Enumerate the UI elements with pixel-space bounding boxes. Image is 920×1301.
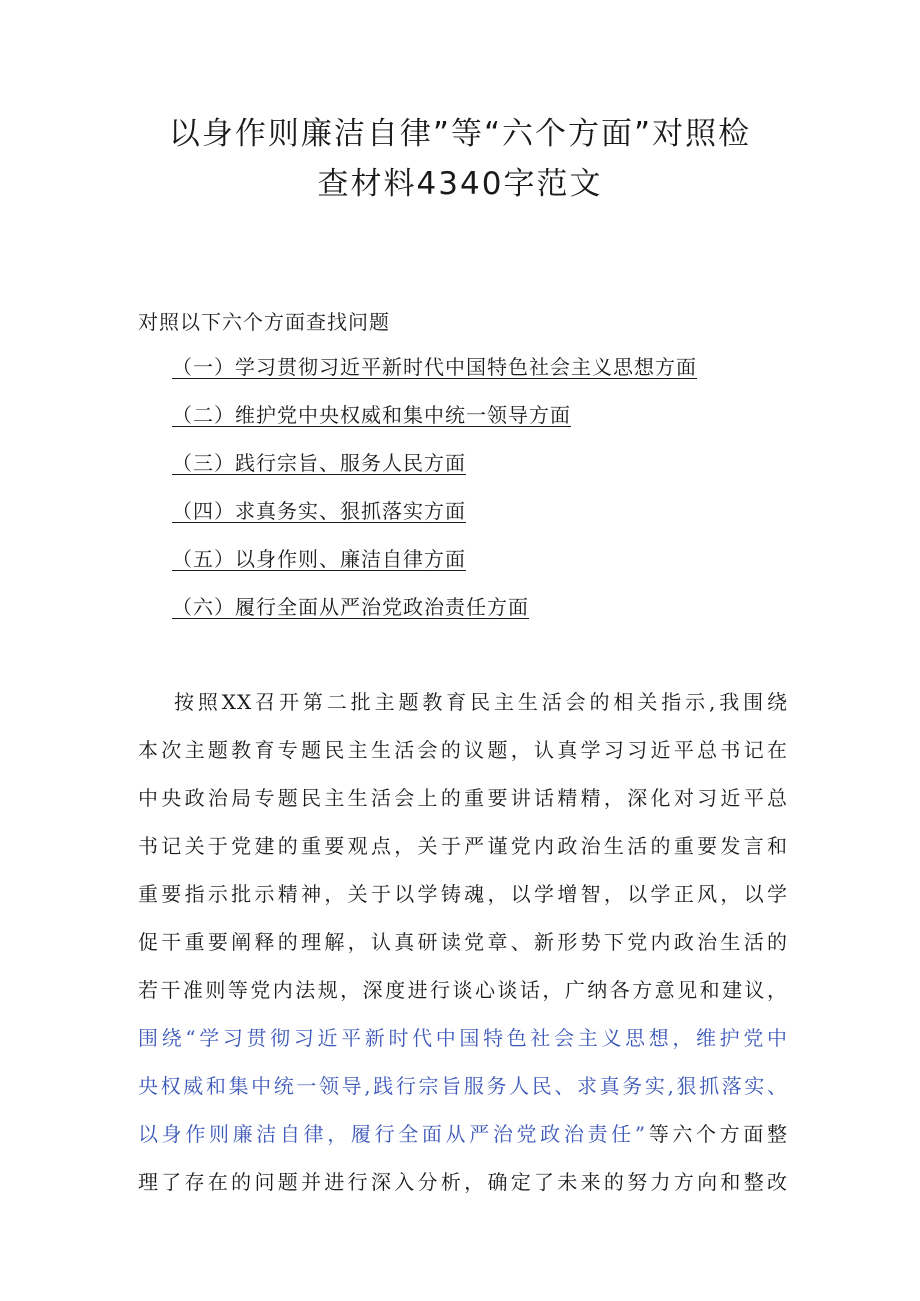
paragraph-line-highlight: 央权威和集中统一领导,践行宗旨服务人民、求真务实,狠抓落实、	[138, 1074, 788, 1098]
paragraph-line: 中央政治局专题民主生活会上的重要讲话精精，深化对习近平总	[138, 786, 788, 810]
toc-link-6[interactable]: （六）履行全面从严治党政治责任方面	[172, 595, 529, 619]
paragraph-line: 重要指示批示精神，关于以学铸魂，以学增智，以学正风，以学	[138, 882, 788, 906]
toc-item[interactable]	[172, 494, 697, 542]
toc-link-2[interactable]: （二）维护党中央权威和集中统一领导方面	[172, 403, 571, 427]
paragraph-line: 书记关于党建的重要观点，关于严谨党内政治生活的重要发言和	[138, 834, 788, 858]
toc-item[interactable]	[172, 350, 697, 398]
body-paragraph	[138, 682, 788, 1210]
paragraph-line: 理了存在的问题并进行深入分析，确定了未来的努力方向和整改	[138, 1170, 788, 1194]
paragraph-line: 按照XX召开第二批主题教育民主生活会的相关指示,我围绕	[174, 690, 788, 714]
paragraph-line: 促干重要阐释的理解，认真研读党章、新形势下党内政治生活的	[138, 930, 788, 954]
paragraph-line: 本次主题教育专题民主生活会的议题，认真学习习近平总书记在	[138, 738, 788, 762]
document-title-line-2: 查材料4340字范文	[317, 166, 603, 202]
toc-item[interactable]	[172, 446, 697, 494]
plain-span: 等六个方面整	[646, 1122, 788, 1146]
paragraph-line-highlight: 围绕“学习贯彻习近平新时代中国特色社会主义思想，维护党中	[138, 1026, 788, 1050]
toc-item[interactable]	[172, 398, 697, 446]
highlight-span: 以身作则廉洁自律，履行全面从严治党政治责任”	[138, 1122, 647, 1146]
toc-item[interactable]	[172, 542, 697, 590]
toc-link-3[interactable]: （三）践行宗旨、服务人民方面	[172, 451, 466, 475]
toc-item[interactable]	[172, 590, 697, 638]
toc-link-4[interactable]: （四）求真务实、狠抓落实方面	[172, 499, 466, 523]
document-title-line-1: 以身作则廉洁自律”等“六个方面”对照检	[168, 116, 752, 152]
toc-link-1[interactable]: （一）学习贯彻习近平新时代中国特色社会主义思想方面	[172, 355, 697, 379]
paragraph-line: 若干准则等党内法规，深度进行谈心谈话，广纳各方意见和建议，	[138, 978, 788, 1002]
paragraph-line-mixed	[138, 1114, 788, 1162]
table-of-contents	[172, 350, 697, 638]
toc-link-5[interactable]: （五）以身作则、廉洁自律方面	[172, 547, 466, 571]
intro-text: 对照以下六个方面查找问题	[138, 310, 390, 334]
